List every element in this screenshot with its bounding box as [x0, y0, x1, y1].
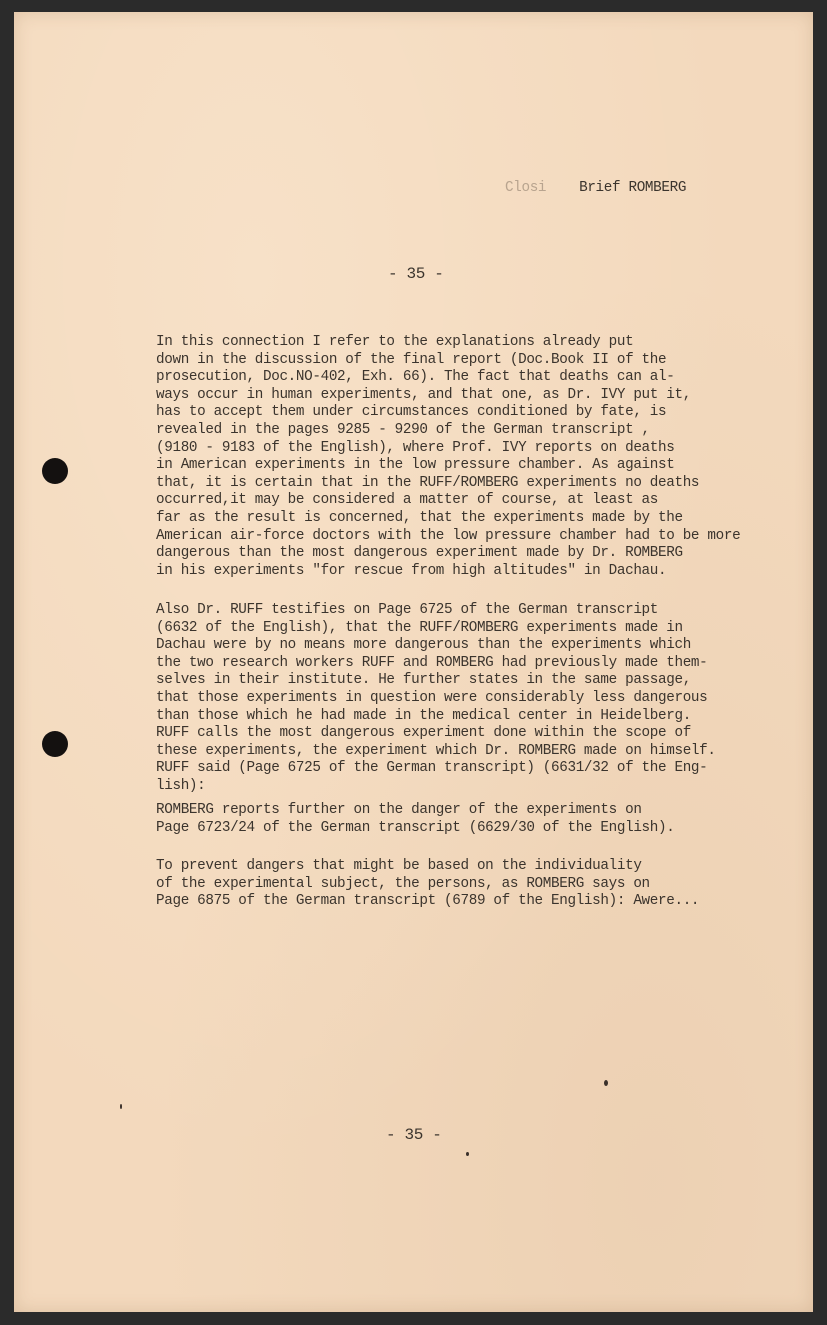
- text-line: far as the result is concerned, that the experiments made by the: [156, 510, 683, 526]
- ink-speck: [120, 1104, 122, 1109]
- text-line: selves in their institute. He further states in the same passage,: [156, 672, 691, 689]
- page-number-bottom: - 35 -: [386, 1126, 442, 1144]
- text-line: revealed in the pages 9285 - 9290 of the German transcript ,: [156, 422, 650, 438]
- ink-speck: [466, 1152, 469, 1156]
- text-line: down in the discussion of the final report (Doc.Book II of the: [156, 351, 667, 368]
- text-line: that, it is certain that in the RUFF/ROMBERG experiments no deaths: [156, 474, 700, 491]
- document-header: [505, 180, 686, 196]
- text-line: RUFF calls the most dangerous experiment done within the scope of: [156, 725, 691, 742]
- text-line: Dachau were by no means more dangerous than the experiments which: [156, 637, 691, 654]
- text-line: that those experiments in question were considerably less dangerous: [156, 690, 708, 706]
- text-line: Page 6723/24 of the German transcript (6629/30 of the English).: [156, 819, 675, 836]
- text-line: ways occur in human experiments, and that one, as Dr. IVY put it,: [156, 386, 691, 403]
- document-page: [14, 12, 813, 1312]
- text-line: the two research workers RUFF and ROMBERG had previously made them-: [156, 654, 708, 671]
- header-prefix: Closi: [505, 180, 547, 196]
- header-title: Brief ROMBERG: [579, 180, 687, 196]
- text-line: (6632 of the English), that the RUFF/ROMBERG experiments made in: [156, 619, 683, 636]
- text-line: these experiments, the experiment which Dr. ROMBERG made on himself.: [156, 742, 716, 759]
- text-line: Also Dr. RUFF testifies on Page 6725 of the German transcript: [156, 602, 659, 618]
- text-line: lish):: [156, 778, 206, 794]
- text-line: in American experiments in the low pressure chamber. As against: [156, 457, 675, 474]
- text-line: American air-force doctors with the low pressure chamber had to be more: [156, 527, 741, 544]
- punch-hole: [42, 731, 68, 757]
- page-number-top: - 35 -: [388, 265, 444, 283]
- punch-hole: [42, 458, 68, 484]
- text-line: RUFF said (Page 6725 of the German transcript) (6631/32 of the Eng-: [156, 760, 708, 777]
- text-line: prosecution, Doc.NO-402, Exh. 66). The fact that deaths can al-: [156, 369, 675, 386]
- text-line: of the experimental subject, the persons, as ROMBERG says on: [156, 875, 650, 892]
- ink-speck: [604, 1080, 608, 1086]
- text-line: than those which he had made in the medical center in Heidelberg.: [156, 707, 691, 724]
- text-line: Page 6875 of the German transcript (6789 of the English): Awere...: [156, 893, 700, 910]
- text-line: in his experiments "for rescue from high altitudes" in Dachau.: [156, 562, 667, 579]
- text-line: occurred,it may be considered a matter of course, at least as: [156, 492, 659, 509]
- text-line: has to accept them under circumstances conditioned by fate, is: [156, 404, 667, 421]
- text-line: dangerous than the most dangerous experiment made by Dr. ROMBERG: [156, 545, 683, 562]
- text-line: To prevent dangers that might be based on the individuality: [156, 858, 642, 874]
- text-line: ROMBERG reports further on the danger of the experiments on: [156, 802, 642, 818]
- text-line: (9180 - 9183 of the English), where Prof. IVY reports on deaths: [156, 439, 675, 456]
- text-line: In this connection I refer to the explanations already put: [156, 334, 634, 350]
